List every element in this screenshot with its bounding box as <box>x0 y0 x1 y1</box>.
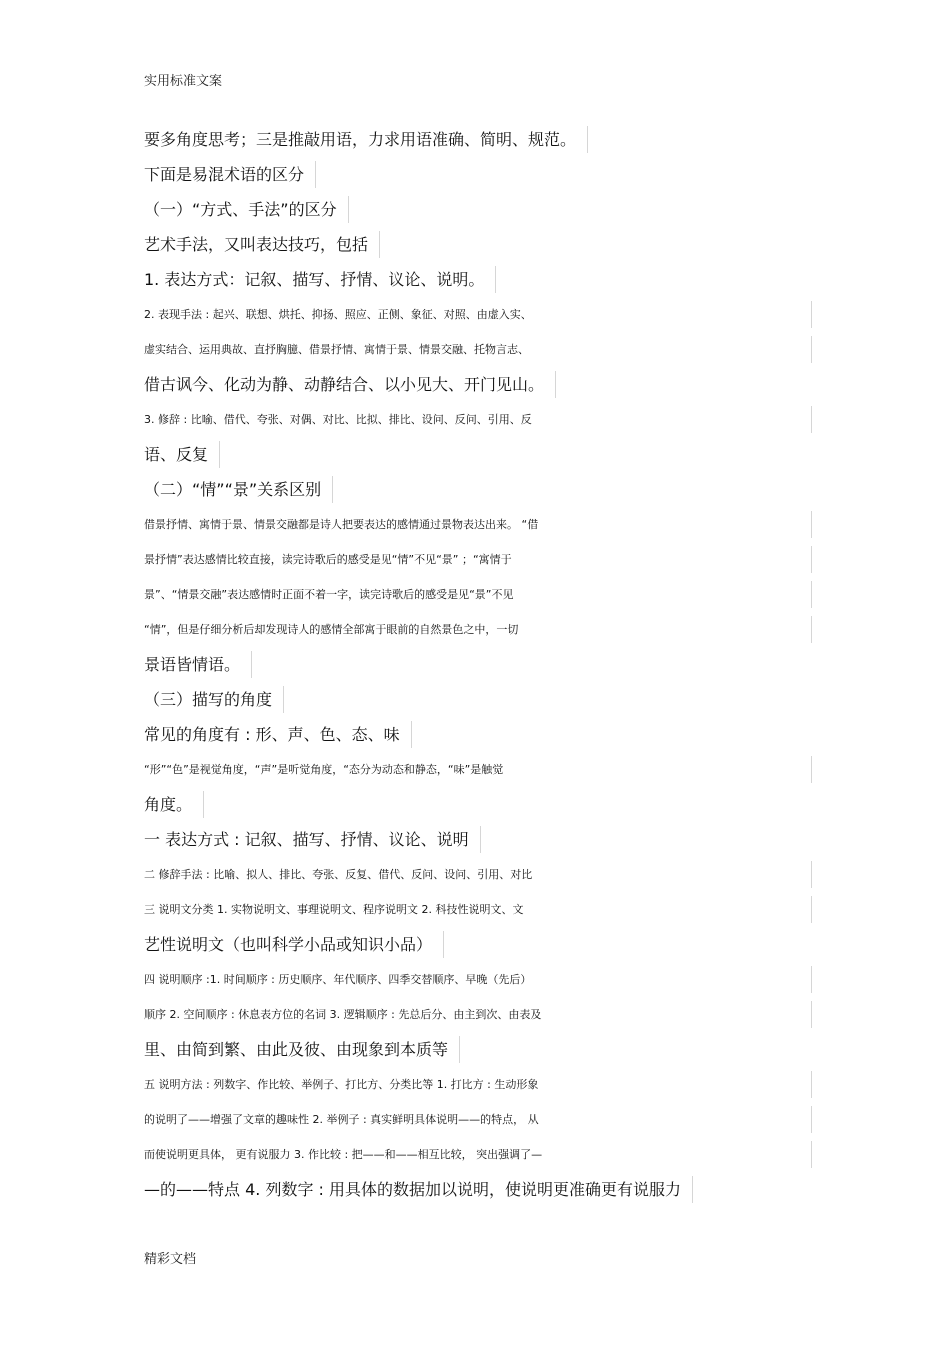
text-line <box>144 717 808 752</box>
text-line <box>144 1102 808 1137</box>
text-line <box>144 577 808 612</box>
line-text: 1. 表达方式：记叙、描写、抒情、议论、说明。 <box>144 262 496 297</box>
text-line <box>144 1137 808 1172</box>
line-text: 四 说明顺序 :1. 时间顺序 : 历史顺序、年代顺序、四季交替顺序、早晚（先后） <box>144 962 808 997</box>
text-line <box>144 332 808 367</box>
text-line <box>144 647 808 682</box>
line-text: 虚实结合、运用典故、直抒胸臆、借景抒情、寓情于景、情景交融、托物言志、 <box>144 332 808 367</box>
line-text: 要多角度思考；三是推敲用语，力求用语准确、简明、规范。 <box>144 122 588 157</box>
line-text: 角度。 <box>144 787 204 822</box>
text-line <box>144 752 808 787</box>
line-text: 景”、“情景交融”表达感情时正面不着一字，读完诗歌后的感受是见“景”不见 <box>144 577 808 612</box>
line-text: “形”“色”是视觉角度，“声”是听觉角度，“态分为动态和静态，“味”是触觉 <box>144 752 808 787</box>
line-text: 3. 修辞 : 比喻、借代、夸张、对偶、对比、比拟、排比、设问、反问、引用、反 <box>144 402 808 437</box>
line-text: 里、由简到繁、由此及彼、由现象到本质等 <box>144 1032 460 1067</box>
text-line <box>144 787 808 822</box>
text-line <box>144 472 808 507</box>
text-line <box>144 157 808 192</box>
line-text: 借景抒情、寓情于景、情景交融都是诗人把要表达的感情通过景物表达出来。 “借 <box>144 507 808 542</box>
line-text: 二 修辞手法 : 比喻、拟人、排比、夸张、反复、借代、反问、设问、引用、对比 <box>144 857 808 892</box>
text-line <box>144 612 808 647</box>
line-text: 借古讽今、化动为静、动静结合、以小见大、开门见山。 <box>144 367 556 402</box>
text-line <box>144 822 808 857</box>
line-text: 而使说明更具体， 更有说服力 3. 作比较 : 把——和——相互比较， 突出强调了— <box>144 1137 808 1172</box>
line-text: 常见的角度有 : 形、声、色、态、味 <box>144 717 412 752</box>
line-text: 艺性说明文（也叫科学小品或知识小品） <box>144 927 444 962</box>
line-text: 2. 表现手法 : 起兴、联想、烘托、抑扬、照应、正侧、象征、对照、由虚入实、 <box>144 297 808 332</box>
line-text: “情”，但是仔细分析后却发现诗人的感情全部寓于眼前的自然景色之中，一切 <box>144 612 808 647</box>
line-text: （二）“情”“景”关系区别 <box>144 472 333 507</box>
line-text: 顺序 2. 空间顺序 : 休息表方位的名词 3. 逻辑顺序 : 先总后分、由主到次、由表及 <box>144 997 808 1032</box>
line-text: 景语皆情语。 <box>144 647 252 682</box>
line-text: 一 表达方式 : 记叙、描写、抒情、议论、说明 <box>144 822 481 857</box>
text-line <box>144 542 808 577</box>
text-line <box>144 927 808 962</box>
text-line <box>144 227 808 262</box>
page-header: 实用标准文案 <box>144 74 223 89</box>
line-text: 语、反复 <box>144 437 220 472</box>
text-line <box>144 857 808 892</box>
line-text: 三 说明文分类 1. 实物说明文、事理说明文、程序说明文 2. 科技性说明文、文 <box>144 892 808 927</box>
text-line <box>144 297 808 332</box>
text-line <box>144 507 808 542</box>
page-footer: 精彩文档 <box>144 1252 197 1267</box>
text-line <box>144 192 808 227</box>
text-line <box>144 1067 808 1102</box>
text-line <box>144 1032 808 1067</box>
text-line <box>144 892 808 927</box>
text-line <box>144 682 808 717</box>
text-line <box>144 437 808 472</box>
text-line <box>144 122 808 157</box>
line-text: —的——特点 4. 列数字 : 用具体的数据加以说明，使说明更准确更有说服力 <box>144 1172 693 1207</box>
line-text: （三）描写的角度 <box>144 682 284 717</box>
line-text: 景抒情”表达感情比较直接，读完诗歌后的感受是见“情”不见“景” ；“寓情于 <box>144 542 808 577</box>
text-line <box>144 402 808 437</box>
text-line <box>144 962 808 997</box>
line-text: 艺术手法，又叫表达技巧，包括 <box>144 227 380 262</box>
line-text: 下面是易混术语的区分 <box>144 157 316 192</box>
document-body <box>144 122 808 1207</box>
text-line <box>144 367 808 402</box>
text-line <box>144 262 808 297</box>
text-line <box>144 997 808 1032</box>
line-text: 的说明了——增强了文章的趣味性 2. 举例子 : 真实鲜明具体说明——的特点， 从 <box>144 1102 808 1137</box>
line-text: 五 说明方法 : 列数字、作比较、举例子、打比方、分类比等 1. 打比方 : 生动形象 <box>144 1067 808 1102</box>
line-text: （一）“方式、手法”的区分 <box>144 192 349 227</box>
text-line <box>144 1172 808 1207</box>
